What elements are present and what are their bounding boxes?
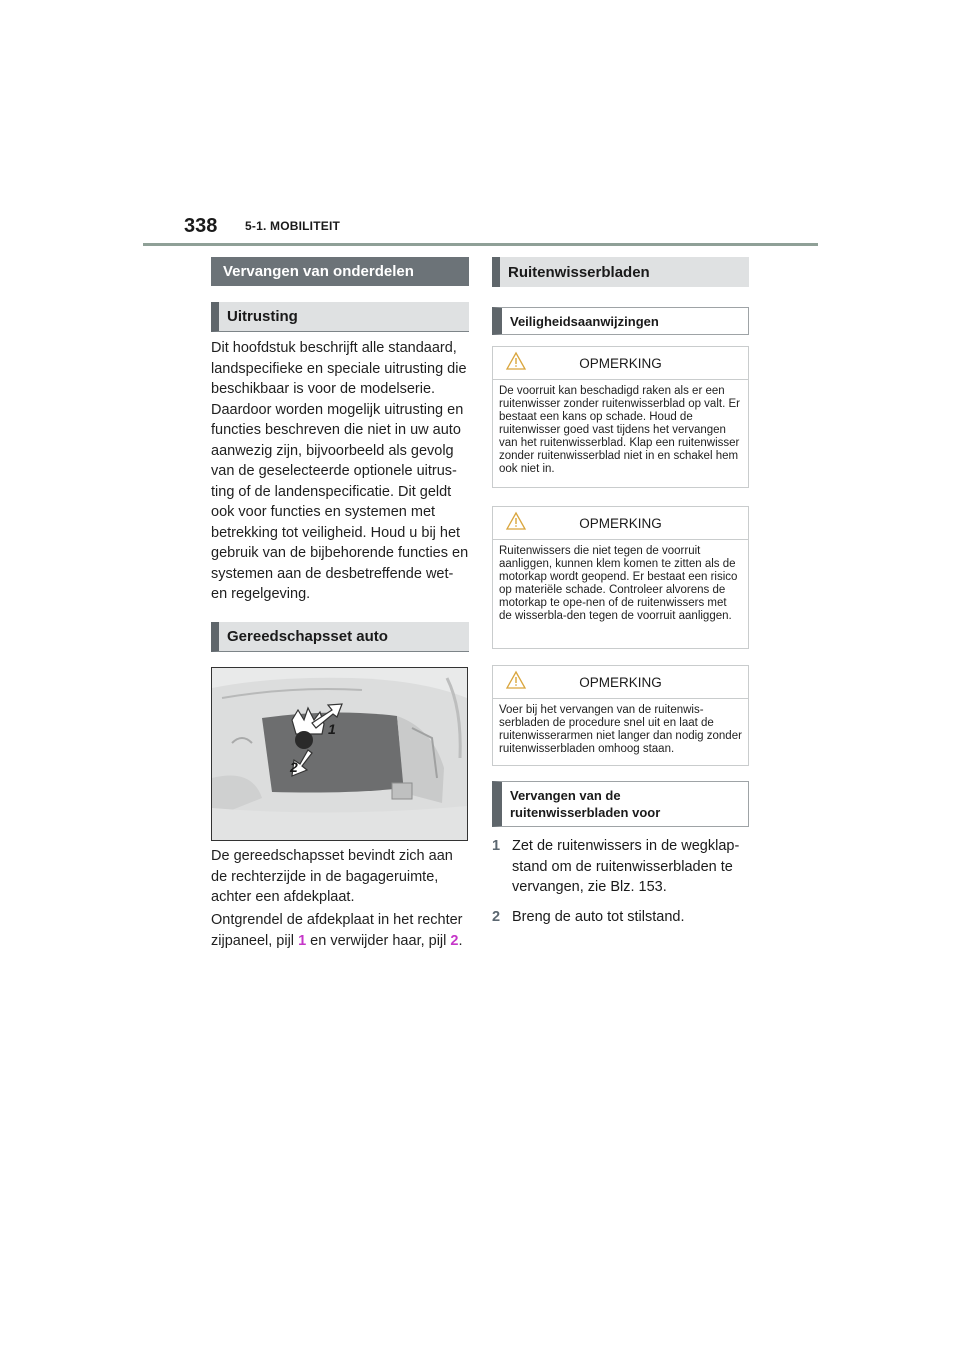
notice-text: De voorruit kan beschadigd raken als er een ruitenwisser zonder ruitenwisserblad op valt. Er bestaat een kans op schade. Houd de ruitenwisser goed vast tijdens het vervangen van het ruitenwisserblad. Klap een ruitenwisser zonder ruitenwisserblad niet in en schakel hem ook niet in. <box>499 385 740 475</box>
header-divider <box>143 243 818 246</box>
arrow-ref-2: 2 <box>450 932 459 949</box>
notice-box <box>492 346 749 488</box>
notice-title: OPMERKING <box>579 515 662 531</box>
step-item <box>492 907 754 928</box>
notice-title: OPMERKING <box>579 355 662 371</box>
notice-text: Voer bij het vervangen van de ruitenwis-serbladen de procedure snel uit en laat de ruitenwisserarmen niet langer dan nodig zonder ruitenwisserbladen omhoog staan. <box>499 704 742 755</box>
subheading-uitrusting <box>211 302 469 332</box>
notice-header <box>493 666 748 699</box>
notice-title: OPMERKING <box>579 674 662 690</box>
toolkit-instructions-paragraph <box>211 910 473 951</box>
page-number: 338 <box>184 215 218 237</box>
warning-triangle-icon <box>505 511 527 531</box>
subheading-line-1: Vervangen van de <box>510 788 621 803</box>
main-heading-vervangen <box>211 257 469 286</box>
step-number: 1 <box>492 838 501 854</box>
notice-text: Ruitenwissers die niet tegen de voorruit aanliggen, kunnen klem komen te zitten als de motorkap wordt geopend. Er bestaat een risico op materiële schade. Controleer alvorens de motorkap te ope-nen of de ruitenwissers met de wisserbla-den tegen de voorruit aanliggen. <box>499 545 738 622</box>
subheading-text: Uitrusting <box>227 308 298 325</box>
subheading-gereedschapsset <box>211 622 469 652</box>
step-item <box>492 836 754 898</box>
subheading-text: Gereedschapsset auto <box>227 628 388 645</box>
subheading-veiligheid <box>492 307 749 335</box>
subheading-line-2: ruitenwisserbladen voor <box>510 805 661 820</box>
notice-header <box>493 347 748 380</box>
subheading-text: Veiligheidsaanwijzingen <box>510 313 659 329</box>
main-heading-text: Vervangen van onderdelen <box>223 263 414 280</box>
notice-box <box>492 665 749 766</box>
section-title: 5-1. MOBILITEIT <box>245 219 341 233</box>
figure-label-2: 2 <box>290 759 298 775</box>
trunk-illustration <box>212 668 467 840</box>
subheading-vervangen-voor <box>492 781 749 827</box>
main-heading-text: Ruitenwisserbladen <box>508 263 650 281</box>
instruction-period: . <box>458 932 463 949</box>
steps-list <box>492 836 754 936</box>
step-text: Zet de ruitenwissers in de wegklap-stand om de ruitenwisserbladen te vervangen, zie Blz. 153. <box>512 838 740 895</box>
instruction-text-2: en verwijder haar, pijl <box>310 932 447 949</box>
warning-triangle-icon <box>505 351 527 371</box>
warning-triangle-icon <box>505 670 527 690</box>
notice-box <box>492 506 749 649</box>
arrow-ref-1: 1 <box>298 932 307 949</box>
step-text: Breng de auto tot stilstand. <box>512 908 685 925</box>
toolkit-location-paragraph: De gereedschapsset bevindt zich aan de rechterzijde in de bagageruimte, achter een afdekplaat. <box>211 848 453 905</box>
uitrusting-paragraph: Dit hoofdstuk beschrijft alle standaard, landspecifieke en speciale uitrusting die beschikbaar is voor de modelserie. Daardoor worden mogelijk uitrusting en functies beschreven die niet in uw auto aanwezig zijn, bijvoorbeeld als gevolg van de geselecteerde optionele uitrus-ting of de landenspecificatie. Dit geldt ook voor functies en systemen met betrekking tot veiligheid. Houd u bij het gebruik van de bijbehorende functies en systemen aan de desbetreffende wet- en regelgeving. <box>211 340 469 602</box>
figure-label-1: 1 <box>328 721 336 737</box>
step-number: 2 <box>492 908 501 925</box>
main-heading-ruitenwisserbladen <box>492 257 749 287</box>
notice-header <box>493 507 748 540</box>
instruction-text-1: Ontgrendel de afdekplaat in het rechter zijpaneel, pijl <box>211 912 463 949</box>
trunk-figure <box>211 667 468 841</box>
